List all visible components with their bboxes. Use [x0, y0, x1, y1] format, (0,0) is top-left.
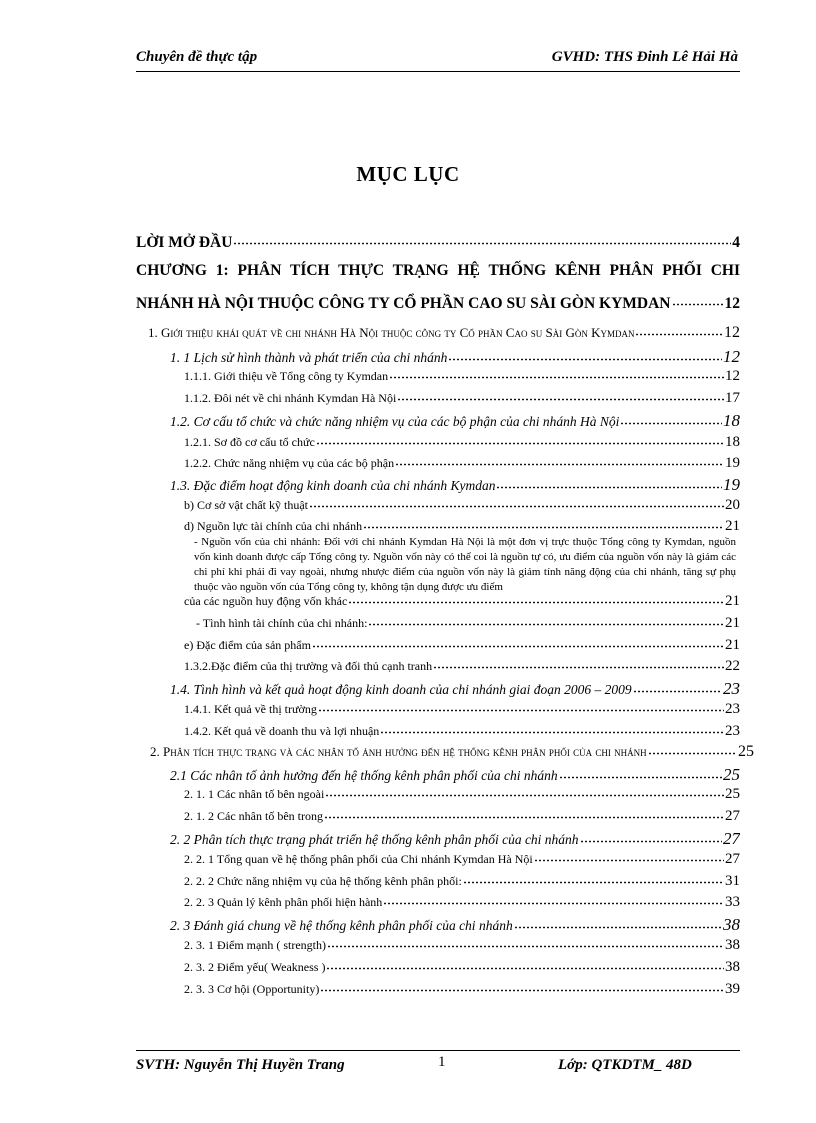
- toc-entry-page: 38: [725, 937, 740, 953]
- toc-entry-page: 31: [725, 873, 740, 889]
- toc-entry[interactable]: [170, 411, 740, 431]
- toc-entry-page: 12: [724, 324, 740, 341]
- page-number: 1: [438, 1054, 446, 1070]
- toc-entry[interactable]: [184, 390, 740, 407]
- toc-entry-page: 4: [732, 233, 740, 251]
- toc-entry-text: 1.4.2. Kết quả về doanh thu và lợi nhuận: [184, 724, 380, 738]
- footer-left: SVTH: Nguyễn Thị Huyền Trang: [136, 1057, 345, 1073]
- toc-entry-page: 21: [725, 593, 740, 609]
- toc-entry-page: 12: [725, 368, 740, 384]
- toc-entry-text: LỜI MỞ ĐẦU: [136, 233, 233, 251]
- toc-entry-page: 12: [723, 347, 740, 366]
- toc-entry-text: của các nguồn huy động vốn khác: [184, 594, 348, 608]
- toc-entry-page: 27: [725, 851, 740, 867]
- toc-entry[interactable]: [170, 915, 740, 935]
- header-left: Chuyên đề thực tập: [136, 49, 258, 65]
- toc-entry[interactable]: [196, 615, 740, 632]
- toc-entry-page: 39: [725, 981, 740, 997]
- toc-entry[interactable]: [150, 743, 754, 761]
- toc-entry-page: 19: [725, 455, 740, 471]
- toc-entry[interactable]: [170, 829, 740, 849]
- toc-entry[interactable]: [170, 765, 740, 785]
- toc-entry[interactable]: [148, 324, 740, 342]
- toc-entry[interactable]: [184, 637, 740, 654]
- toc-entry-text: 1. 1 Lịch sử hình thành và phát triển của chi nhánh: [170, 350, 448, 365]
- toc-entry[interactable]: [184, 959, 740, 976]
- toc-entry[interactable]: [136, 231, 740, 252]
- toc-entry-page: 38: [723, 915, 740, 934]
- chapter-1-heading[interactable]: CHƯƠNG 1: PHÂN TÍCH THỰC TRẠNG HỆ THỐNG KÊNH PHÂN PHỐI CHI: [136, 262, 740, 279]
- toc-entry-page: 23: [725, 701, 740, 717]
- toc-entry[interactable]: [184, 434, 740, 451]
- toc-entry-page: 19: [723, 475, 740, 494]
- toc-entry-text: b) Cơ sở vật chất kỹ thuật: [184, 498, 309, 512]
- toc-entry[interactable]: [184, 518, 740, 535]
- page-title: MỤC LỤC: [356, 162, 460, 186]
- toc-entry-page: 25: [725, 786, 740, 802]
- toc-entry-text: 2. 1. 2 Các nhân tố bên trong: [184, 809, 323, 823]
- toc-entry-text: 2. 2. 3 Quản lý kênh phân phối hiện hành: [184, 895, 383, 909]
- toc-entry[interactable]: [184, 786, 740, 803]
- toc-entry-text: 2. 3. 3 Cơ hội (Opportunity): [184, 982, 320, 996]
- toc-paragraph: - Nguồn vốn của chi nhánh: Đối với chi nhánh Kymdan Hà Nội là một đơn vị trực thuộc Tổng công ty Kymdan, nguồn vốn kinh doanh được cấp Tổng công ty. Nguồn vốn này có thể coi là nguồn tự có, ưu điểm của nguồn vốn này là giảm các chi phí khi phải đi vay ngoài, nhưng nhược điểm của nguồn vốn này là giảm tính năng động của chi nhánh, tăng sự phụ thuộc vào nguồn vốn của Tổng công ty, không tận dụng được ưu điểm: [194, 536, 736, 593]
- toc-entry[interactable]: [170, 475, 740, 495]
- toc-entry[interactable]: [170, 347, 740, 367]
- toc-entry-text: 2. 1. 1 Các nhân tố bên ngoài: [184, 787, 325, 801]
- toc-entry[interactable]: [184, 593, 740, 610]
- toc-entry-page: 33: [725, 894, 740, 910]
- toc-entry-page: 38: [725, 959, 740, 975]
- toc-entry-text: 1.4.1. Kết quả về thị trường: [184, 702, 317, 716]
- toc-entry-page: 23: [723, 679, 740, 698]
- toc-entry-page: 17: [725, 390, 740, 406]
- toc-entry-text: 1.1.1. Giới thiệu về Tổng công ty Kymdan: [184, 369, 389, 383]
- toc-entry[interactable]: [184, 497, 740, 514]
- toc-entry-page: 23: [725, 723, 740, 739]
- toc-entry[interactable]: [170, 679, 740, 699]
- toc-entry-text: 1. Giới thiệu khái quát về chi nhánh Hà Nội thuộc công ty Cổ phần Cao su Sài Gòn Kymdan: [148, 325, 635, 340]
- toc-entry[interactable]: [184, 723, 740, 740]
- toc-entry-text: 1.3. Đặc điểm hoạt động kinh doanh của chi nhánh Kymdan: [170, 478, 496, 493]
- toc-entry-page: 20: [725, 497, 740, 513]
- toc-entry-text: 2.1 Các nhân tố ảnh hưởng đến hệ thống kênh phân phối của chi nhánh: [170, 768, 558, 783]
- toc-entry[interactable]: [184, 701, 740, 718]
- toc-entry-page: 12: [724, 294, 740, 312]
- toc-entry-text: - Tình hình tài chính của chi nhánh:: [196, 616, 368, 630]
- toc-entry[interactable]: [184, 981, 740, 998]
- toc-entry-page: 18: [725, 434, 740, 450]
- toc-entry-text: e) Đặc điểm của sản phẩm: [184, 638, 311, 652]
- toc-entry[interactable]: [184, 368, 740, 385]
- toc-entry-text: 2. 3. 2 Điểm yếu( Weakness ): [184, 960, 326, 974]
- toc-entry-text: 2. 2. 1 Tổng quan về hệ thống phân phối của Chi nhánh Kymdan Hà Nội: [184, 852, 533, 866]
- toc-entry[interactable]: [184, 873, 740, 890]
- toc-entry-text: 2. 3 Đánh giá chung về hệ thống kênh phân phối của chi nhánh: [170, 918, 513, 933]
- toc-entry-text: 1.2.2. Chức năng nhiệm vụ của các bộ phận: [184, 456, 395, 470]
- header-right: GVHD: THS Đinh Lê Hải Hà: [551, 49, 738, 65]
- toc-entry-text: 1.1.2. Đôi nét về chi nhánh Kymdan Hà Nội: [184, 391, 397, 405]
- toc-entry[interactable]: [184, 894, 740, 911]
- toc-entry-page: 21: [725, 615, 740, 631]
- toc-entry-text: 2. 2. 2 Chức năng nhiệm vụ của hệ thống kênh phân phối:: [184, 874, 462, 888]
- toc-entry[interactable]: [184, 937, 740, 954]
- toc-entry[interactable]: [136, 292, 740, 313]
- toc-entry-text: 2. 3. 1 Điểm mạnh ( strength): [184, 938, 326, 952]
- toc-entry-page: 18: [723, 411, 740, 430]
- toc-entry-page: 22: [725, 658, 740, 674]
- toc-entry-page: 25: [723, 765, 740, 784]
- toc-entry-text: 1.2. Cơ cấu tổ chức và chức năng nhiệm vụ của các bộ phận của chi nhánh Hà Nội: [170, 414, 620, 429]
- header-divider: [136, 71, 740, 72]
- toc-entry[interactable]: [184, 808, 740, 825]
- toc-entry-page: 27: [723, 829, 740, 848]
- footer-right: Lớp: QTKDTM_ 48D: [558, 1057, 692, 1073]
- toc-entry-page: 27: [725, 808, 740, 824]
- toc-entry-text: 2. 2 Phân tích thực trạng phát triển hệ thống kênh phân phối của chi nhánh: [170, 832, 579, 847]
- toc-entry-text: 1.4. Tình hình và kết quả hoạt động kinh doanh của chi nhánh giai đoạn 2006 – 2009: [170, 682, 632, 697]
- toc-entry-page: 21: [725, 518, 740, 534]
- toc-entry[interactable]: [184, 658, 740, 675]
- toc-entry[interactable]: [184, 455, 740, 472]
- toc-entry-page: 21: [725, 637, 740, 653]
- toc-entry-text: 2. Phân tích thực trạng và các nhân tố ảnh hưởng đến hệ thống kênh phân phối của chi nhánh: [150, 744, 647, 759]
- footer-divider: [136, 1050, 740, 1051]
- toc-entry-page: 25: [738, 743, 754, 760]
- toc-entry-text: d) Nguồn lực tài chính của chi nhánh: [184, 519, 363, 533]
- toc-entry-text: NHÁNH HÀ NỘI THUỘC CÔNG TY CỔ PHẦN CAO SU SÀI GÒN KYMDAN: [136, 294, 671, 312]
- toc-entry[interactable]: [184, 851, 740, 868]
- toc-entry-text: 1.2.1. Sơ đồ cơ cấu tổ chức: [184, 435, 315, 449]
- toc-entry-text: 1.3.2.Đặc điểm của thị trường và đối thủ cạnh tranh: [184, 659, 433, 673]
